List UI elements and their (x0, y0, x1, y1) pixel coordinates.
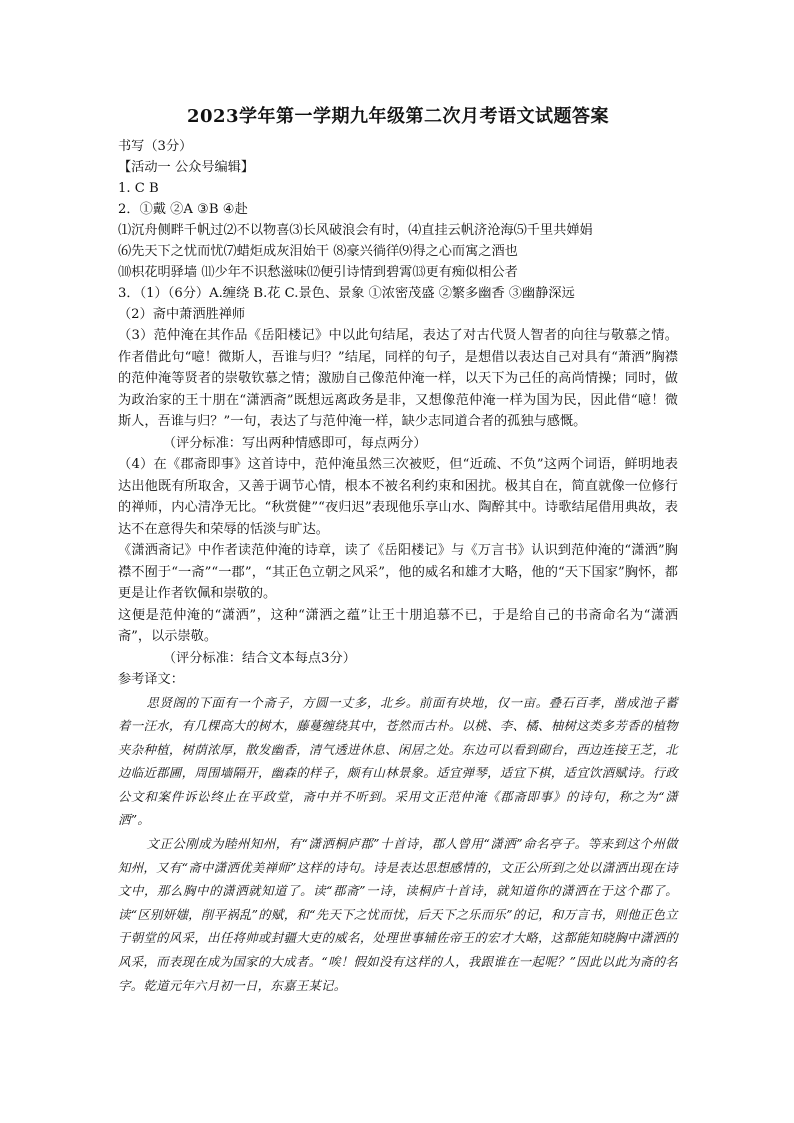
answer-q2-fill-3: ⑽枳花明驿墙 ⑾少年不识愁滋味⑿便引诗情到碧霄⒀更有痴似相公者 (118, 265, 518, 280)
translation-paragraph-2: 文正公刚成为睦州知州，有“潇洒桐庐郡”十首诗，郡人曾用“潇洒”命名亭子。等来到这个州做知州，又有“斋中潇洒优美禅师”这样的诗句。诗是表达思想感情的，文正公所到之处以潇洒出现在诗文中，那么胸中的潇洒就知道了。读“郡斋”一诗，读桐庐十首诗，就知道你的潇洒在于这个郡了。读“区别妍媸，削平祸乱”的赋，和“先天下之忧而忧，后天下之乐而乐”的记，和万言书，则他正色立于朝堂的风采，出任将帅或封疆大吏的威名，处理世事辅佐帝王的宏才大略，这都能知晓胸中潇洒的风采，而表现在成为国家的大成者。“唉！假如没有这样的人，我跟谁在一起呢？”因此以此为斋的名字。乾道元年六月初一日，东嘉王某记。 (118, 836, 678, 993)
answer-q3-3: （3）范仲淹在其作品《岳阳楼记》中以此句结尾，表达了对古代贤人智者的向往与敬慕之情。作者借此句“噫！微斯人，吾谁与归？”结尾，同样的句子，是想借以表达自己对具有“萧洒”胸襟的范仲淹等贤者的崇敬钦慕之情；激励自己像范仲淹一样，以天下为己任的高尚情操；同时，做为政治家的王十朋在“潇洒斋”既想远离政务是非，又想像范仲淹一样为国为民，因此借“噫！微斯人，吾谁与归？”一句，表达了与范仲淹一样，缺少志同道合者的孤独与感慨。 (118, 328, 678, 429)
answer-q2: 2．①戴 ②A ③B ④赴 (118, 202, 248, 217)
writing-score-line: 书写（3分） (118, 139, 193, 154)
activity-heading: 【活动一 公众号编辑】 (118, 160, 255, 175)
answer-q3-1: 3．（1）（6分）A.缠绕 B.花 C.景色、景象 ①浓密茂盛 ②繁多幽香 ③幽静深远 (118, 286, 575, 301)
scoring-note-1: （评分标准：写出两种情感即可，每点两分） (162, 435, 427, 451)
answer-q3-6: 这便是范仲淹的“潇洒”，这种“潇洒之蕴”让王十朋追慕不已，于是给自己的书斋命名为“潇洒斋”，以示崇敬。 (118, 607, 678, 644)
answer-q2-fill-2: ⑹先天下之忧而忧⑺蜡炬成灰泪始干 ⑻豪兴徜徉⑼得之心而寓之酒也 (118, 244, 518, 259)
translation-paragraph-1: 思贤阁的下面有一个斋子，方圆一丈多，北乡。前面有块地，仅一亩。叠石百孝，凿成池子蓄着一汪水，有几棵高大的树木，藤蔓缠绕其中，苍然而古朴。以桃、李、橘、柚树这类多芳香的植物夹杂种植，树荫浓厚，散发幽香，清气透进休息、闲居之处。东边可以看到砌台，西边连接王芝，北边临近郡圃，周围墙隔开，幽森的样子，颇有山林景象。适宜弹琴，适宜下棋，适宜饮酒赋诗。行政公文和案件诉讼终止在平政堂，斋中并不听到。采用文正范仲淹《郡斋即事》的诗句，称之为“潇洒”。 (118, 694, 678, 828)
document-page (118, 104, 678, 997)
reference-translation-label: 参考译文： (118, 672, 184, 687)
answer-q2-fill-1: ⑴沉舟侧畔千帆过⑵不以物喜⑶长风破浪会有时，⑷直挂云帆济沧海⑸千里共婵娟 (118, 223, 593, 238)
answer-q3-2: （2）斋中萧洒胜禅师 (118, 307, 246, 322)
answer-q3-4: （4）在《郡斋即事》这首诗中，范仲淹虽然三次被贬，但“近疏、不负”这两个词语，鲜明地表达出他既有所取舍，又善于调节心情，根本不被名利约束和困扰。极其自在，简直就像一位修行的禅师，内心清净无比。“秋赏健”“夜归迟”表现他乐享山水、陶醉其中。诗歌结尾借用典故，表达不在意得失和荣辱的恬淡与旷达。 (118, 457, 678, 537)
answer-q1: 1. C B (118, 181, 159, 196)
answer-q3-5: 《潇洒斋记》中作者读范仲淹的诗章，读了《岳阳楼记》与《万言书》认识到范仲淹的“潇洒”胸襟不囿于“一斋”“一郡”，“其正色立朝之风采”，他的威名和雄才大略，他的“天下国家”胸怀，都更是让作者钦佩和崇敬的。 (118, 543, 678, 601)
document-title: 2023学年第一学期九年级第二次月考语文试题答案 (186, 106, 610, 127)
scoring-note-2: （评分标准：结合文本每点3分） (162, 650, 356, 666)
